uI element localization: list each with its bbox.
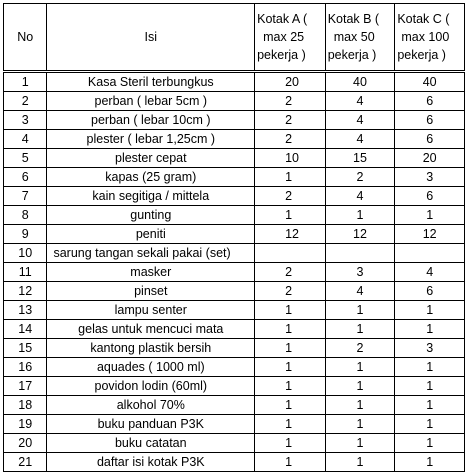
row-no-cell: 14 bbox=[4, 320, 47, 339]
row-no-cell: 2 bbox=[4, 92, 47, 111]
row-no-cell: 21 bbox=[4, 453, 47, 472]
row-kotak-b-cell: 4 bbox=[325, 282, 395, 301]
header-kotak-a-line1: Kotak A ( bbox=[257, 12, 308, 26]
table-header-row bbox=[4, 4, 465, 72]
header-kotak-b-line2: max 50 bbox=[333, 30, 375, 44]
row-isi-cell: Kasa Steril terbungkus bbox=[47, 72, 255, 92]
row-isi-cell: buku catatan bbox=[47, 434, 255, 453]
row-kotak-b-cell: 4 bbox=[325, 130, 395, 149]
table-row bbox=[4, 263, 465, 282]
row-isi-cell: buku panduan P3K bbox=[47, 415, 255, 434]
row-no-cell: 17 bbox=[4, 377, 47, 396]
row-kotak-c-cell: 1 bbox=[395, 434, 465, 453]
row-kotak-c-cell: 6 bbox=[395, 187, 465, 206]
row-no-cell: 10 bbox=[4, 244, 47, 263]
table-row bbox=[4, 453, 465, 472]
header-kotak-b bbox=[325, 4, 395, 72]
row-kotak-c-cell: 20 bbox=[395, 149, 465, 168]
row-isi-cell: kantong plastik bersih bbox=[47, 339, 255, 358]
table-row bbox=[4, 358, 465, 377]
row-kotak-a-cell: 2 bbox=[255, 130, 326, 149]
row-kotak-b-cell: 2 bbox=[325, 168, 395, 187]
table-row bbox=[4, 301, 465, 320]
row-kotak-c-cell: 1 bbox=[395, 415, 465, 434]
row-isi-cell: masker bbox=[47, 263, 255, 282]
row-kotak-c-cell: 1 bbox=[395, 206, 465, 225]
row-no-cell: 7 bbox=[4, 187, 47, 206]
row-kotak-a-cell: 1 bbox=[255, 206, 326, 225]
row-kotak-a-cell bbox=[255, 244, 326, 263]
table-row bbox=[4, 206, 465, 225]
table-row bbox=[4, 130, 465, 149]
row-no-cell: 18 bbox=[4, 396, 47, 415]
row-kotak-b-cell: 15 bbox=[325, 149, 395, 168]
table-row bbox=[4, 377, 465, 396]
header-no: No bbox=[4, 4, 47, 72]
row-kotak-b-cell: 1 bbox=[325, 396, 395, 415]
row-kotak-b-cell: 1 bbox=[325, 453, 395, 472]
table-body bbox=[4, 72, 465, 472]
row-kotak-b-cell: 12 bbox=[325, 225, 395, 244]
row-kotak-a-cell: 2 bbox=[255, 187, 326, 206]
row-kotak-b-cell: 4 bbox=[325, 187, 395, 206]
row-kotak-c-cell: 1 bbox=[395, 453, 465, 472]
row-kotak-c-cell: 1 bbox=[395, 377, 465, 396]
row-kotak-a-cell: 10 bbox=[255, 149, 326, 168]
row-no-cell: 16 bbox=[4, 358, 47, 377]
row-isi-cell: daftar isi kotak P3K bbox=[47, 453, 255, 472]
row-isi-cell: peniti bbox=[47, 225, 255, 244]
header-kotak-c-line2: max 100 bbox=[401, 30, 450, 44]
row-isi-cell: povidon lodin (60ml) bbox=[47, 377, 255, 396]
row-no-cell: 5 bbox=[4, 149, 47, 168]
row-kotak-a-cell: 1 bbox=[255, 358, 326, 377]
row-kotak-b-cell: 40 bbox=[325, 72, 395, 92]
p3k-contents-table bbox=[3, 3, 465, 472]
row-kotak-c-cell: 6 bbox=[395, 111, 465, 130]
row-kotak-b-cell: 4 bbox=[325, 111, 395, 130]
row-no-cell: 1 bbox=[4, 72, 47, 92]
row-no-cell: 20 bbox=[4, 434, 47, 453]
row-no-cell: 8 bbox=[4, 206, 47, 225]
header-kotak-a-line3: pekerja ) bbox=[257, 48, 306, 62]
header-isi: Isi bbox=[47, 4, 255, 72]
row-no-cell: 19 bbox=[4, 415, 47, 434]
row-kotak-c-cell: 40 bbox=[395, 72, 465, 92]
header-kotak-c-line3: pekerja ) bbox=[397, 48, 446, 62]
table-row bbox=[4, 225, 465, 244]
row-isi-cell: perban ( lebar 5cm ) bbox=[47, 92, 255, 111]
row-kotak-a-cell: 2 bbox=[255, 111, 326, 130]
table-row bbox=[4, 92, 465, 111]
row-kotak-a-cell: 1 bbox=[255, 377, 326, 396]
row-isi-cell: plester ( lebar 1,25cm ) bbox=[47, 130, 255, 149]
row-kotak-a-cell: 20 bbox=[255, 72, 326, 92]
row-isi-cell: gunting bbox=[47, 206, 255, 225]
row-kotak-c-cell bbox=[395, 244, 465, 263]
row-kotak-a-cell: 1 bbox=[255, 453, 326, 472]
table-row bbox=[4, 320, 465, 339]
row-kotak-c-cell: 6 bbox=[395, 282, 465, 301]
row-isi-cell: lampu senter bbox=[47, 301, 255, 320]
row-isi-cell: plester cepat bbox=[47, 149, 255, 168]
table-row bbox=[4, 396, 465, 415]
row-kotak-b-cell: 4 bbox=[325, 92, 395, 111]
header-kotak-c bbox=[395, 4, 465, 72]
row-kotak-b-cell bbox=[325, 244, 395, 263]
table-row bbox=[4, 168, 465, 187]
row-kotak-b-cell: 1 bbox=[325, 320, 395, 339]
row-no-cell: 6 bbox=[4, 168, 47, 187]
row-isi-cell: sarung tangan sekali pakai (set) bbox=[47, 244, 255, 263]
row-isi-cell: kapas (25 gram) bbox=[47, 168, 255, 187]
table-row bbox=[4, 339, 465, 358]
header-kotak-a-line2: max 25 bbox=[263, 30, 305, 44]
row-no-cell: 3 bbox=[4, 111, 47, 130]
table-row bbox=[4, 149, 465, 168]
header-kotak-a bbox=[255, 4, 326, 72]
table-row bbox=[4, 282, 465, 301]
row-kotak-a-cell: 1 bbox=[255, 168, 326, 187]
row-kotak-c-cell: 1 bbox=[395, 396, 465, 415]
row-isi-cell: perban ( lebar 10cm ) bbox=[47, 111, 255, 130]
row-no-cell: 11 bbox=[4, 263, 47, 282]
row-no-cell: 12 bbox=[4, 282, 47, 301]
row-kotak-a-cell: 2 bbox=[255, 92, 326, 111]
row-kotak-b-cell: 1 bbox=[325, 206, 395, 225]
row-isi-cell: alkohol 70% bbox=[47, 396, 255, 415]
row-isi-cell: aquades ( 1000 ml) bbox=[47, 358, 255, 377]
row-kotak-a-cell: 1 bbox=[255, 339, 326, 358]
row-kotak-c-cell: 1 bbox=[395, 320, 465, 339]
row-kotak-c-cell: 6 bbox=[395, 92, 465, 111]
row-kotak-c-cell: 1 bbox=[395, 301, 465, 320]
header-kotak-b-line3: pekerja ) bbox=[327, 48, 377, 62]
row-kotak-b-cell: 1 bbox=[325, 377, 395, 396]
row-isi-cell: gelas untuk mencuci mata bbox=[47, 320, 255, 339]
row-kotak-a-cell: 1 bbox=[255, 434, 326, 453]
row-kotak-a-cell: 2 bbox=[255, 282, 326, 301]
table-row bbox=[4, 415, 465, 434]
header-kotak-c-line1: Kotak C ( bbox=[397, 12, 450, 26]
table-row bbox=[4, 434, 465, 453]
row-kotak-c-cell: 3 bbox=[395, 168, 465, 187]
p3k-table-container bbox=[3, 3, 465, 472]
row-isi-cell: kain segitiga / mittela bbox=[47, 187, 255, 206]
row-no-cell: 15 bbox=[4, 339, 47, 358]
row-kotak-c-cell: 6 bbox=[395, 130, 465, 149]
table-row bbox=[4, 111, 465, 130]
row-kotak-b-cell: 1 bbox=[325, 434, 395, 453]
row-no-cell: 13 bbox=[4, 301, 47, 320]
row-kotak-b-cell: 1 bbox=[325, 415, 395, 434]
row-kotak-c-cell: 3 bbox=[395, 339, 465, 358]
row-kotak-b-cell: 1 bbox=[325, 358, 395, 377]
row-kotak-b-cell: 2 bbox=[325, 339, 395, 358]
table-row bbox=[4, 187, 465, 206]
table-row bbox=[4, 244, 465, 263]
row-kotak-c-cell: 1 bbox=[395, 358, 465, 377]
row-kotak-a-cell: 1 bbox=[255, 415, 326, 434]
row-kotak-a-cell: 12 bbox=[255, 225, 326, 244]
row-kotak-a-cell: 1 bbox=[255, 301, 326, 320]
row-kotak-b-cell: 1 bbox=[325, 301, 395, 320]
row-kotak-a-cell: 1 bbox=[255, 396, 326, 415]
row-no-cell: 9 bbox=[4, 225, 47, 244]
row-kotak-b-cell: 3 bbox=[325, 263, 395, 282]
row-no-cell: 4 bbox=[4, 130, 47, 149]
row-kotak-a-cell: 1 bbox=[255, 320, 326, 339]
row-isi-cell: pinset bbox=[47, 282, 255, 301]
table-row bbox=[4, 72, 465, 92]
row-kotak-a-cell: 2 bbox=[255, 263, 326, 282]
row-kotak-c-cell: 4 bbox=[395, 263, 465, 282]
row-kotak-c-cell: 12 bbox=[395, 225, 465, 244]
header-kotak-b-line1: Kotak B ( bbox=[327, 12, 380, 26]
